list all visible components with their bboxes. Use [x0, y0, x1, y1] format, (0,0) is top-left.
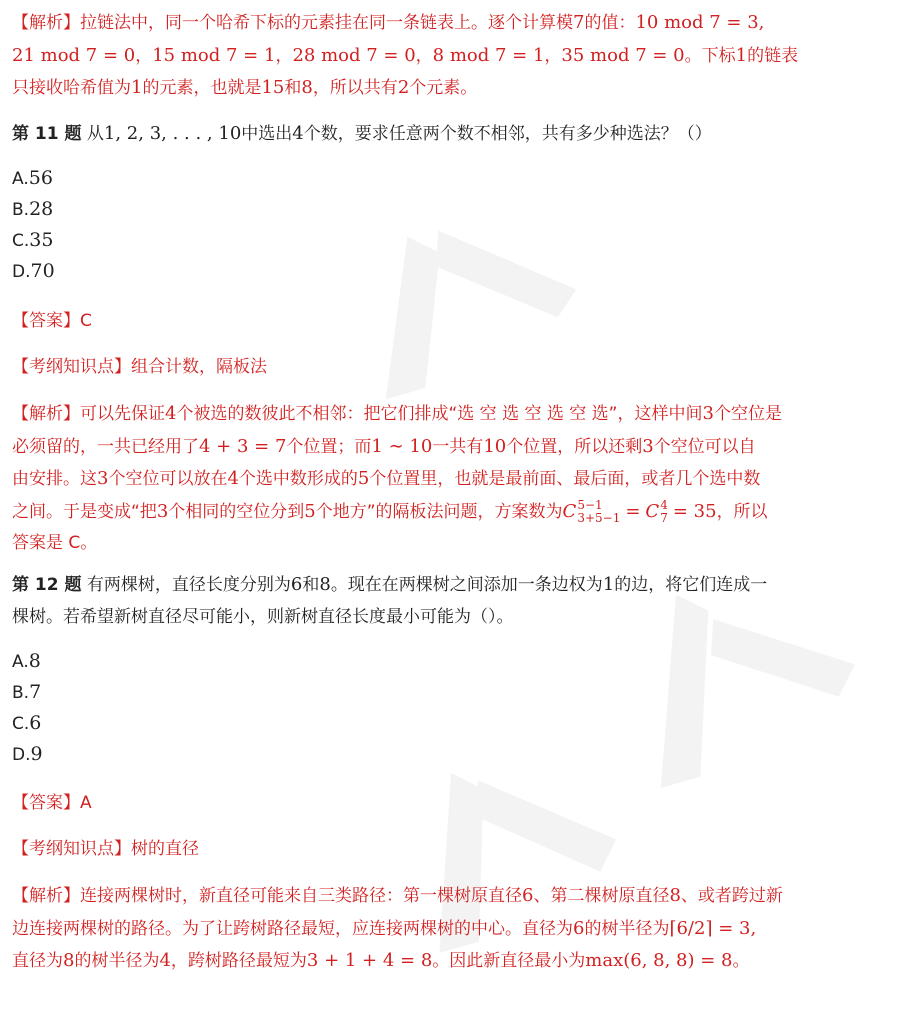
math-sup: 4	[660, 497, 668, 512]
option-letter: A.	[12, 652, 29, 672]
math: 3	[642, 435, 654, 457]
q12-knowledge	[12, 834, 900, 866]
answer-value: C	[80, 311, 92, 331]
text: 答案是 C。	[12, 533, 98, 553]
math: 21 mod 7 = 0	[12, 44, 136, 66]
text: 的树半径为	[584, 918, 670, 939]
text: 有两棵树，直径长度分别为	[86, 575, 291, 595]
text: 中选出	[241, 124, 293, 144]
knowledge-label: 【考纲知识点】	[12, 357, 131, 377]
math: = 35	[672, 500, 717, 522]
text: 个选中数形成的	[238, 469, 358, 489]
option-letter: B.	[12, 200, 30, 220]
q12-option-c[interactable]	[12, 708, 41, 740]
math: 4	[165, 403, 177, 424]
text: 个被选的数彼此不相邻：把它们排成“选 空 选 空 选 空 选”，这样中间	[176, 404, 703, 424]
text: 由安排。这	[12, 469, 97, 489]
q11-option-b[interactable]	[12, 194, 53, 226]
text: 。因此新直径最小为	[432, 951, 586, 971]
text: 的树半径为	[74, 951, 160, 971]
option-letter: D.	[12, 745, 31, 765]
q12-option-b[interactable]	[12, 677, 41, 709]
option-value: 9	[30, 743, 43, 765]
text: 和	[284, 78, 302, 98]
answer-value: A	[80, 793, 92, 813]
math: 28 mod 7 = 0	[292, 44, 416, 66]
text: 的值：	[584, 13, 636, 33]
math: 3	[156, 500, 169, 522]
text: 边连接两棵树的路径。为了让跨树路径最短，应连接两棵树的中心。直径为	[12, 918, 573, 939]
q12-question	[12, 569, 900, 633]
text: 个地方”的隔板法问题，方案数为	[315, 501, 563, 522]
text: 的链表	[747, 45, 799, 66]
math-scripts	[660, 499, 668, 525]
math-scripts	[577, 499, 620, 525]
math: 10 mod 7 = 3,	[635, 12, 765, 33]
q12-option-a[interactable]	[12, 646, 41, 678]
option-value: 70	[30, 260, 55, 282]
math-sub: 3+5−1	[577, 510, 621, 525]
text: 、第二棵树原直径	[533, 886, 670, 906]
explanation-label: 【解析】	[12, 886, 80, 906]
math: 1	[735, 44, 748, 66]
text: 连接两棵树时，新直径可能来自三类路径：第一棵树原直径	[80, 886, 522, 906]
math: 15 mod 7 = 1	[152, 44, 276, 66]
knowledge-label: 【考纲知识点】	[12, 839, 131, 859]
math: 4	[159, 950, 171, 971]
q11-option-d[interactable]	[12, 256, 55, 288]
text: ，	[135, 45, 153, 66]
text: 从	[86, 124, 104, 144]
question-number: 第 12 题	[12, 575, 82, 595]
text: 的元素，也就是	[142, 78, 262, 98]
q10-explanation	[12, 7, 900, 105]
option-value: 28	[29, 198, 54, 220]
text: 之间。于是变成“把	[12, 501, 157, 522]
text: 个元素。	[409, 78, 478, 98]
text: 个空位可以自	[653, 436, 756, 457]
option-letter: A.	[12, 169, 29, 189]
text: ，所以共有	[312, 78, 398, 98]
math: 8	[319, 574, 331, 595]
text: ，跨树路径最短为	[170, 951, 307, 971]
text: 。现在在两棵树之间添加一条边权为	[330, 575, 603, 595]
knowledge-value: 组合计数，隔板法	[131, 357, 267, 377]
math: 8 mod 7 = 1	[432, 44, 545, 66]
math: 8	[669, 885, 681, 906]
knowledge-value: 树的直径	[131, 839, 199, 859]
math: 6	[522, 885, 534, 906]
answer-label: 【答案】	[12, 793, 80, 813]
text: 。下标	[684, 45, 736, 66]
q11-option-c[interactable]	[12, 225, 53, 257]
text: 拉链法中，同一个哈希下标的元素挂在同一条链表上。逐个计算模	[80, 13, 573, 33]
text: 个位置，所以还剩	[506, 436, 643, 457]
math: ⌈6/2⌉ = 3,	[669, 917, 757, 939]
option-value: 7	[29, 681, 42, 703]
math: 3	[97, 468, 109, 489]
text: 、或者跨过新	[680, 886, 783, 906]
text: ，所以	[716, 501, 768, 522]
text: 的边，将它们连成一	[614, 575, 768, 595]
text: 个空位可以放在	[108, 469, 228, 489]
math: =	[625, 500, 641, 522]
math: 8	[63, 950, 75, 971]
text: 只接收哈希值为	[12, 78, 131, 98]
option-value: 8	[28, 650, 41, 672]
math: 10	[483, 435, 507, 457]
text: ，	[275, 45, 293, 66]
text: 必须留的，一共已经用了	[12, 436, 199, 457]
text: 个位置里，也就是最前面、最后面，或者几个选中数	[369, 469, 761, 489]
math: 3	[702, 403, 714, 424]
text: 。	[732, 951, 750, 971]
option-value: 35	[29, 229, 54, 251]
option-letter: B.	[12, 683, 30, 703]
text: 个相同的空位分到	[168, 501, 305, 522]
text: 个位置；而	[286, 436, 372, 457]
math: 6	[573, 917, 585, 939]
option-value: 56	[28, 167, 53, 189]
math: max(6, 8, 8) = 8	[585, 950, 733, 971]
math: 7	[573, 12, 585, 33]
math-sub: 7	[660, 510, 668, 525]
math: 2	[397, 77, 410, 98]
q11-option-a[interactable]	[12, 163, 53, 195]
q12-answer	[12, 788, 900, 820]
text: 棵树。若希望新树直径尽可能小，则新树直径长度最小可能为（）。	[12, 606, 514, 627]
math: 1	[602, 574, 615, 595]
math: 4	[292, 123, 304, 144]
math: 8	[301, 77, 313, 98]
text: 个数，要求任意两个数不相邻，共有多少种选法？（）	[303, 124, 712, 144]
math: 1 ∼ 10	[371, 435, 433, 457]
explanation-label: 【解析】	[12, 404, 80, 424]
q11-explanation	[12, 398, 900, 560]
text: 一共有	[432, 436, 484, 457]
text: ，	[415, 45, 433, 66]
q11-knowledge	[12, 352, 900, 384]
explanation-label: 【解析】	[12, 13, 80, 33]
watermark-mark	[553, 512, 888, 833]
math: 4 + 3 = 7	[199, 435, 287, 457]
question-number: 第 11 题	[12, 124, 82, 144]
answer-label: 【答案】	[12, 311, 80, 331]
text: 可以先保证	[80, 404, 165, 424]
math: 1, 2, 3, . . . , 10	[103, 123, 242, 144]
text: ，	[544, 45, 562, 66]
math: 5	[304, 500, 316, 522]
option-value: 6	[29, 712, 42, 734]
math: 35 mod 7 = 0	[561, 44, 685, 66]
math: 15	[261, 77, 285, 98]
q11-answer	[12, 306, 900, 338]
math: 6	[290, 574, 303, 595]
text: 和	[302, 575, 320, 595]
option-letter: D.	[12, 262, 31, 282]
math: C	[645, 500, 660, 522]
text: 直径为	[12, 951, 63, 971]
math: C	[562, 500, 577, 522]
math: 5	[357, 468, 370, 489]
math-sup: 5−1	[577, 497, 603, 512]
math: 1	[131, 77, 143, 98]
q12-explanation	[12, 880, 900, 978]
q11-question	[12, 118, 900, 151]
math: 3 + 1 + 4 = 8	[306, 950, 433, 971]
option-letter: C.	[12, 714, 30, 734]
q12-option-d[interactable]	[12, 739, 43, 771]
text: 个空位是	[713, 404, 782, 424]
option-letter: C.	[12, 231, 30, 251]
math: 4	[227, 468, 239, 489]
